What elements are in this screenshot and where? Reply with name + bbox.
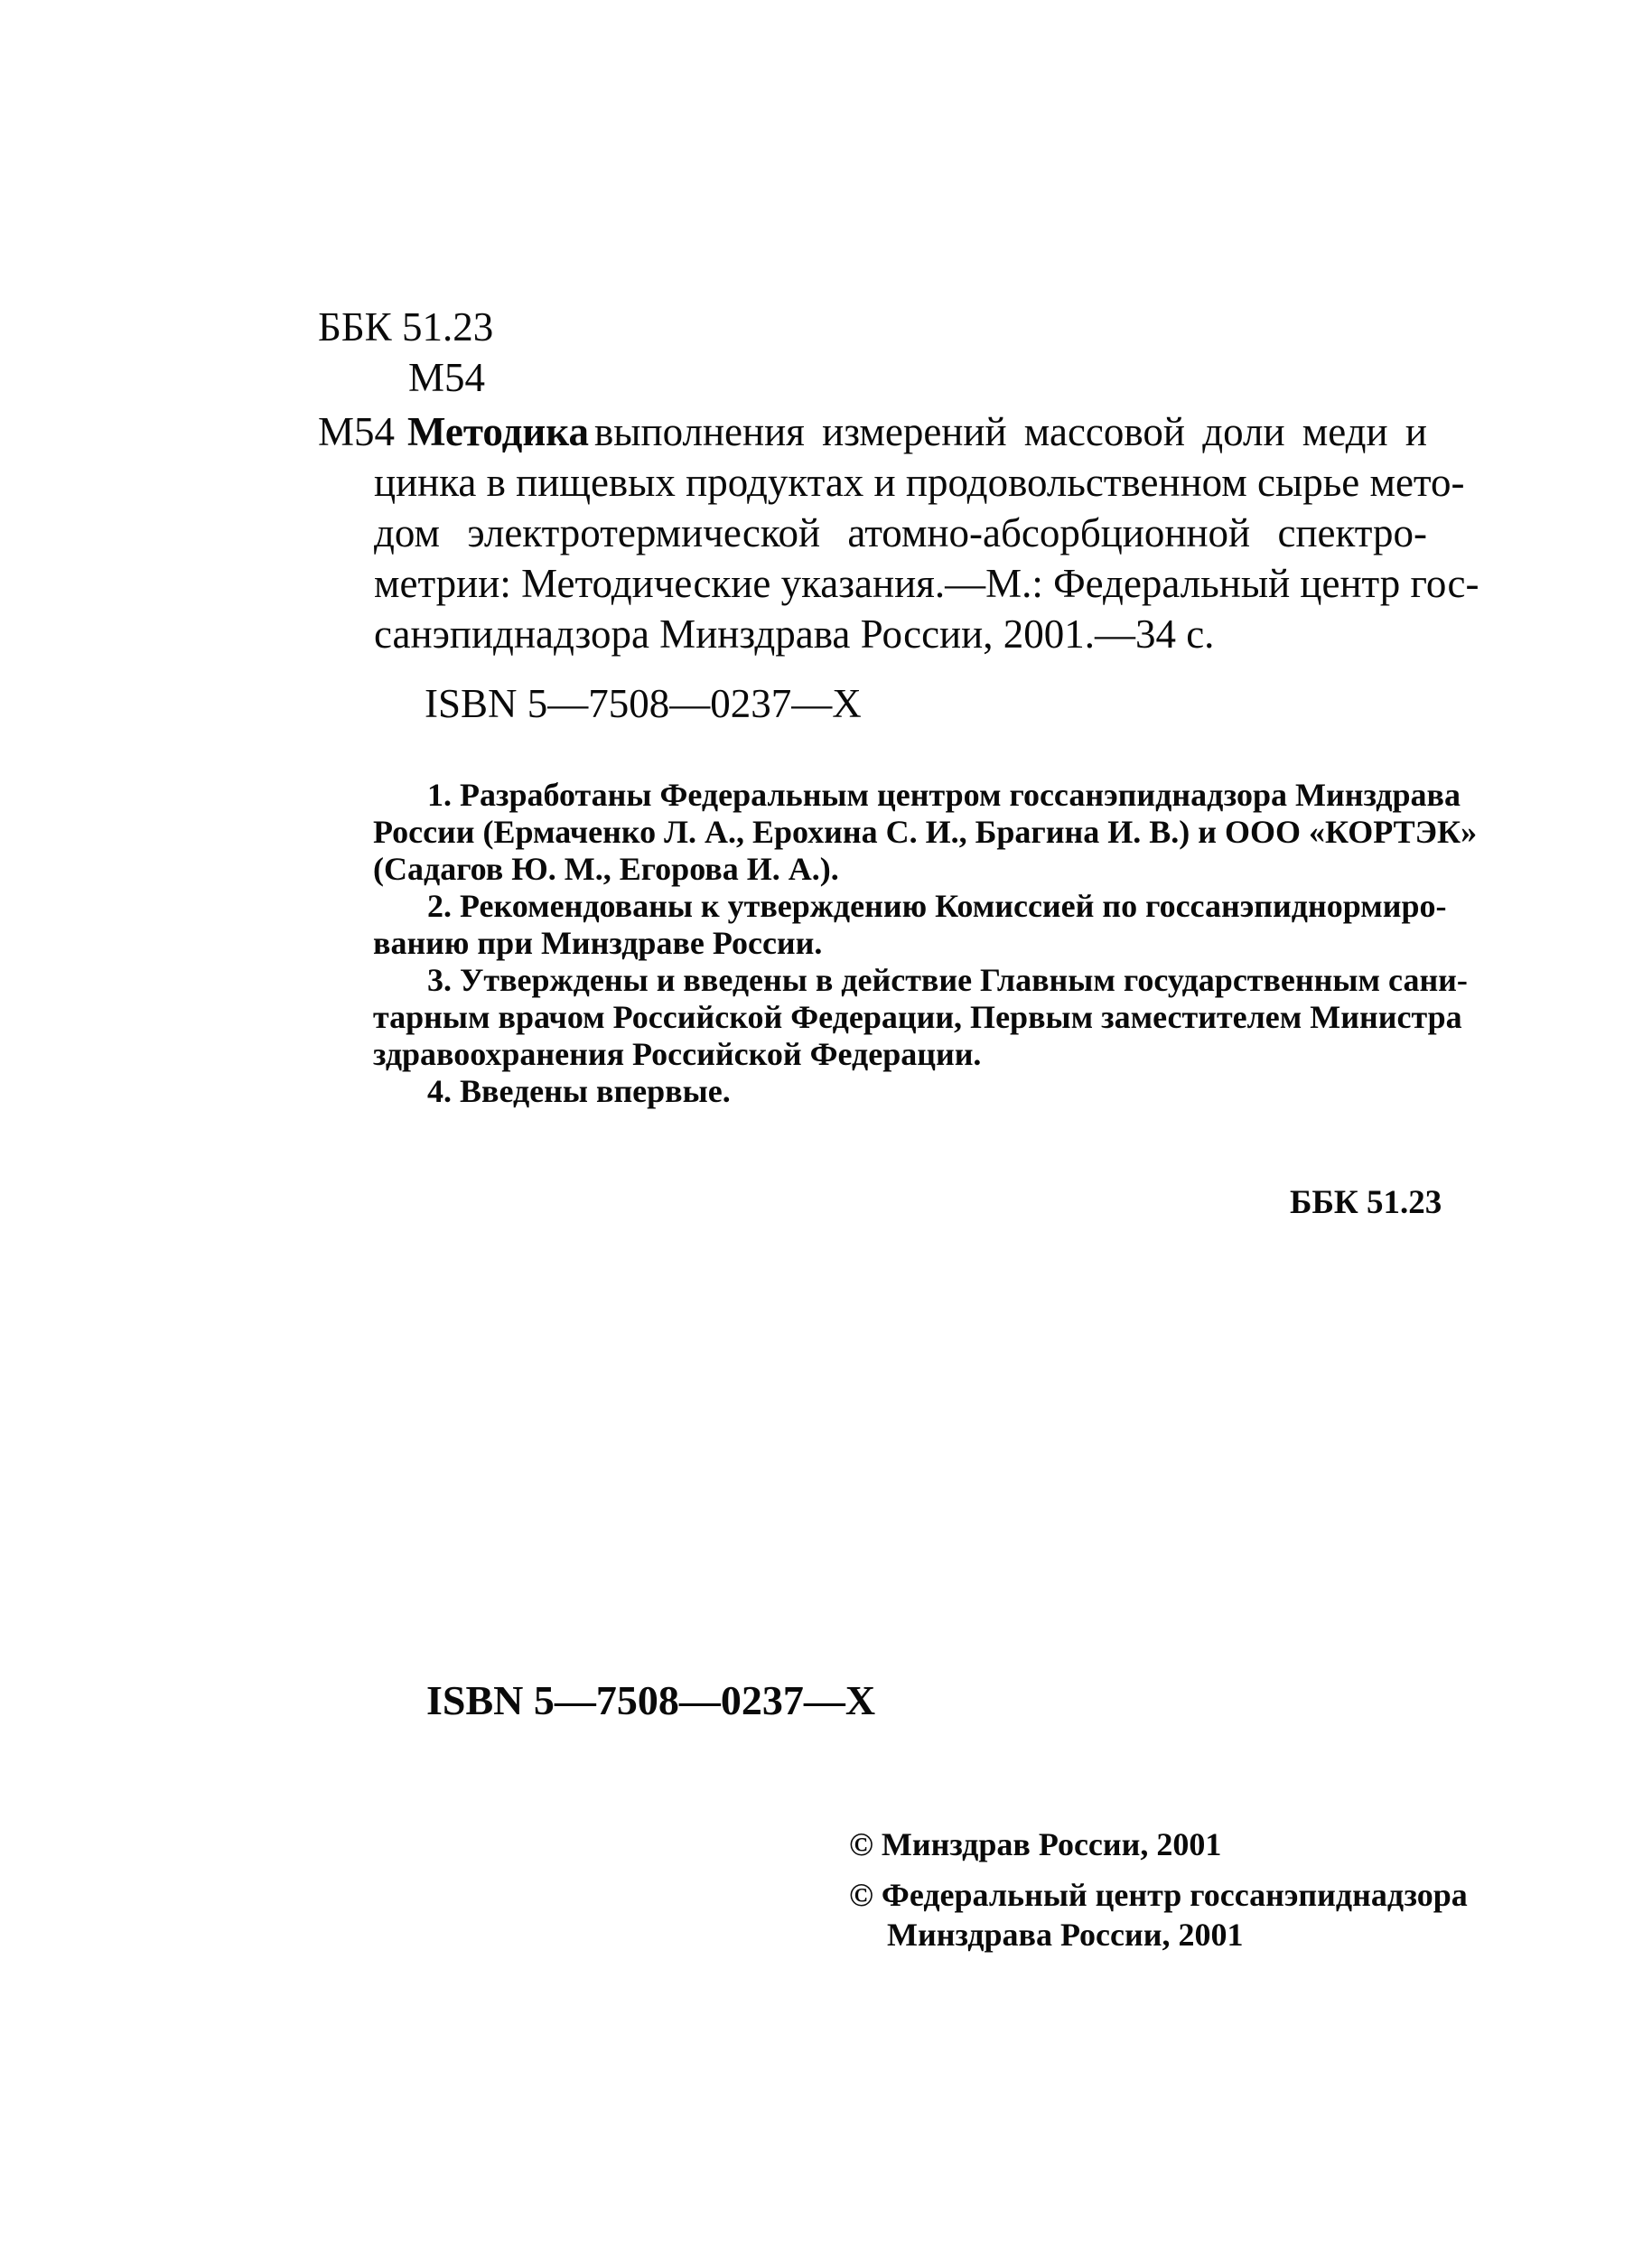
entry-line-text: выполнения измерений массовой доли меди и <box>594 409 1427 454</box>
credit-line: тарным врачом Российской Федерации, Первым заместителем Министра <box>373 999 1462 1035</box>
entry-line: дом электротермической атомно-абсорбционной спектро- <box>374 510 1427 555</box>
credit-line: 3. Утверждены и введены в действие Главным государственным сани- <box>427 962 1468 998</box>
bbk-code: ББК 51.23 <box>318 304 494 350</box>
bbk-classification <box>318 302 493 403</box>
entry-author-mark: М54 <box>318 409 396 454</box>
credit-line: 2. Рекомендованы к утверждению Комиссией по госсанэпиднормиро- <box>427 888 1447 924</box>
entry-line: санэпиднадзора Минздрава России, 2001.—34 с. <box>374 611 1215 657</box>
isbn-number-bottom: ISBN 5—7508—0237—X <box>426 1677 876 1723</box>
bibliographic-entry <box>318 406 1479 659</box>
author-mark: М54 <box>408 355 486 400</box>
credit-line: здравоохранения Российской Федерации. <box>373 1036 982 1072</box>
copyright-line: © Федеральный центр госсанэпиднадзора <box>849 1877 1468 1913</box>
isbn-number: ISBN 5—7508—0237—X <box>425 681 862 726</box>
entry-line: цинка в пищевых продуктах и продовольственном сырье мето- <box>374 460 1465 505</box>
bbk-code-bottom: ББК 51.23 <box>1290 1184 1442 1221</box>
copyright-line: Минздрава России, 2001 <box>887 1917 1244 1953</box>
entry-line <box>318 406 1427 457</box>
credits-list <box>373 777 1478 1110</box>
credit-line: России (Ермаченко Л. А., Ерохина С. И., Брагина И. В.) и ООО «КОРТЭК» <box>373 814 1478 850</box>
entry-heading: Методика <box>407 409 590 454</box>
entry-line: метрии: Методические указания.—М.: Федеральный центр гос- <box>374 561 1479 606</box>
copyright-line: © Минздрав России, 2001 <box>849 1826 1222 1862</box>
credit-line: 1. Разработаны Федеральным центром госсанэпиднадзора Минздрава <box>427 777 1461 813</box>
credit-line: 4. Введены впервые. <box>427 1073 731 1109</box>
credit-line: ванию при Минздраве России. <box>373 925 823 961</box>
credit-line: (Садагов Ю. М., Егорова И. А.). <box>373 851 839 887</box>
copyright-notices <box>849 1824 1468 1955</box>
